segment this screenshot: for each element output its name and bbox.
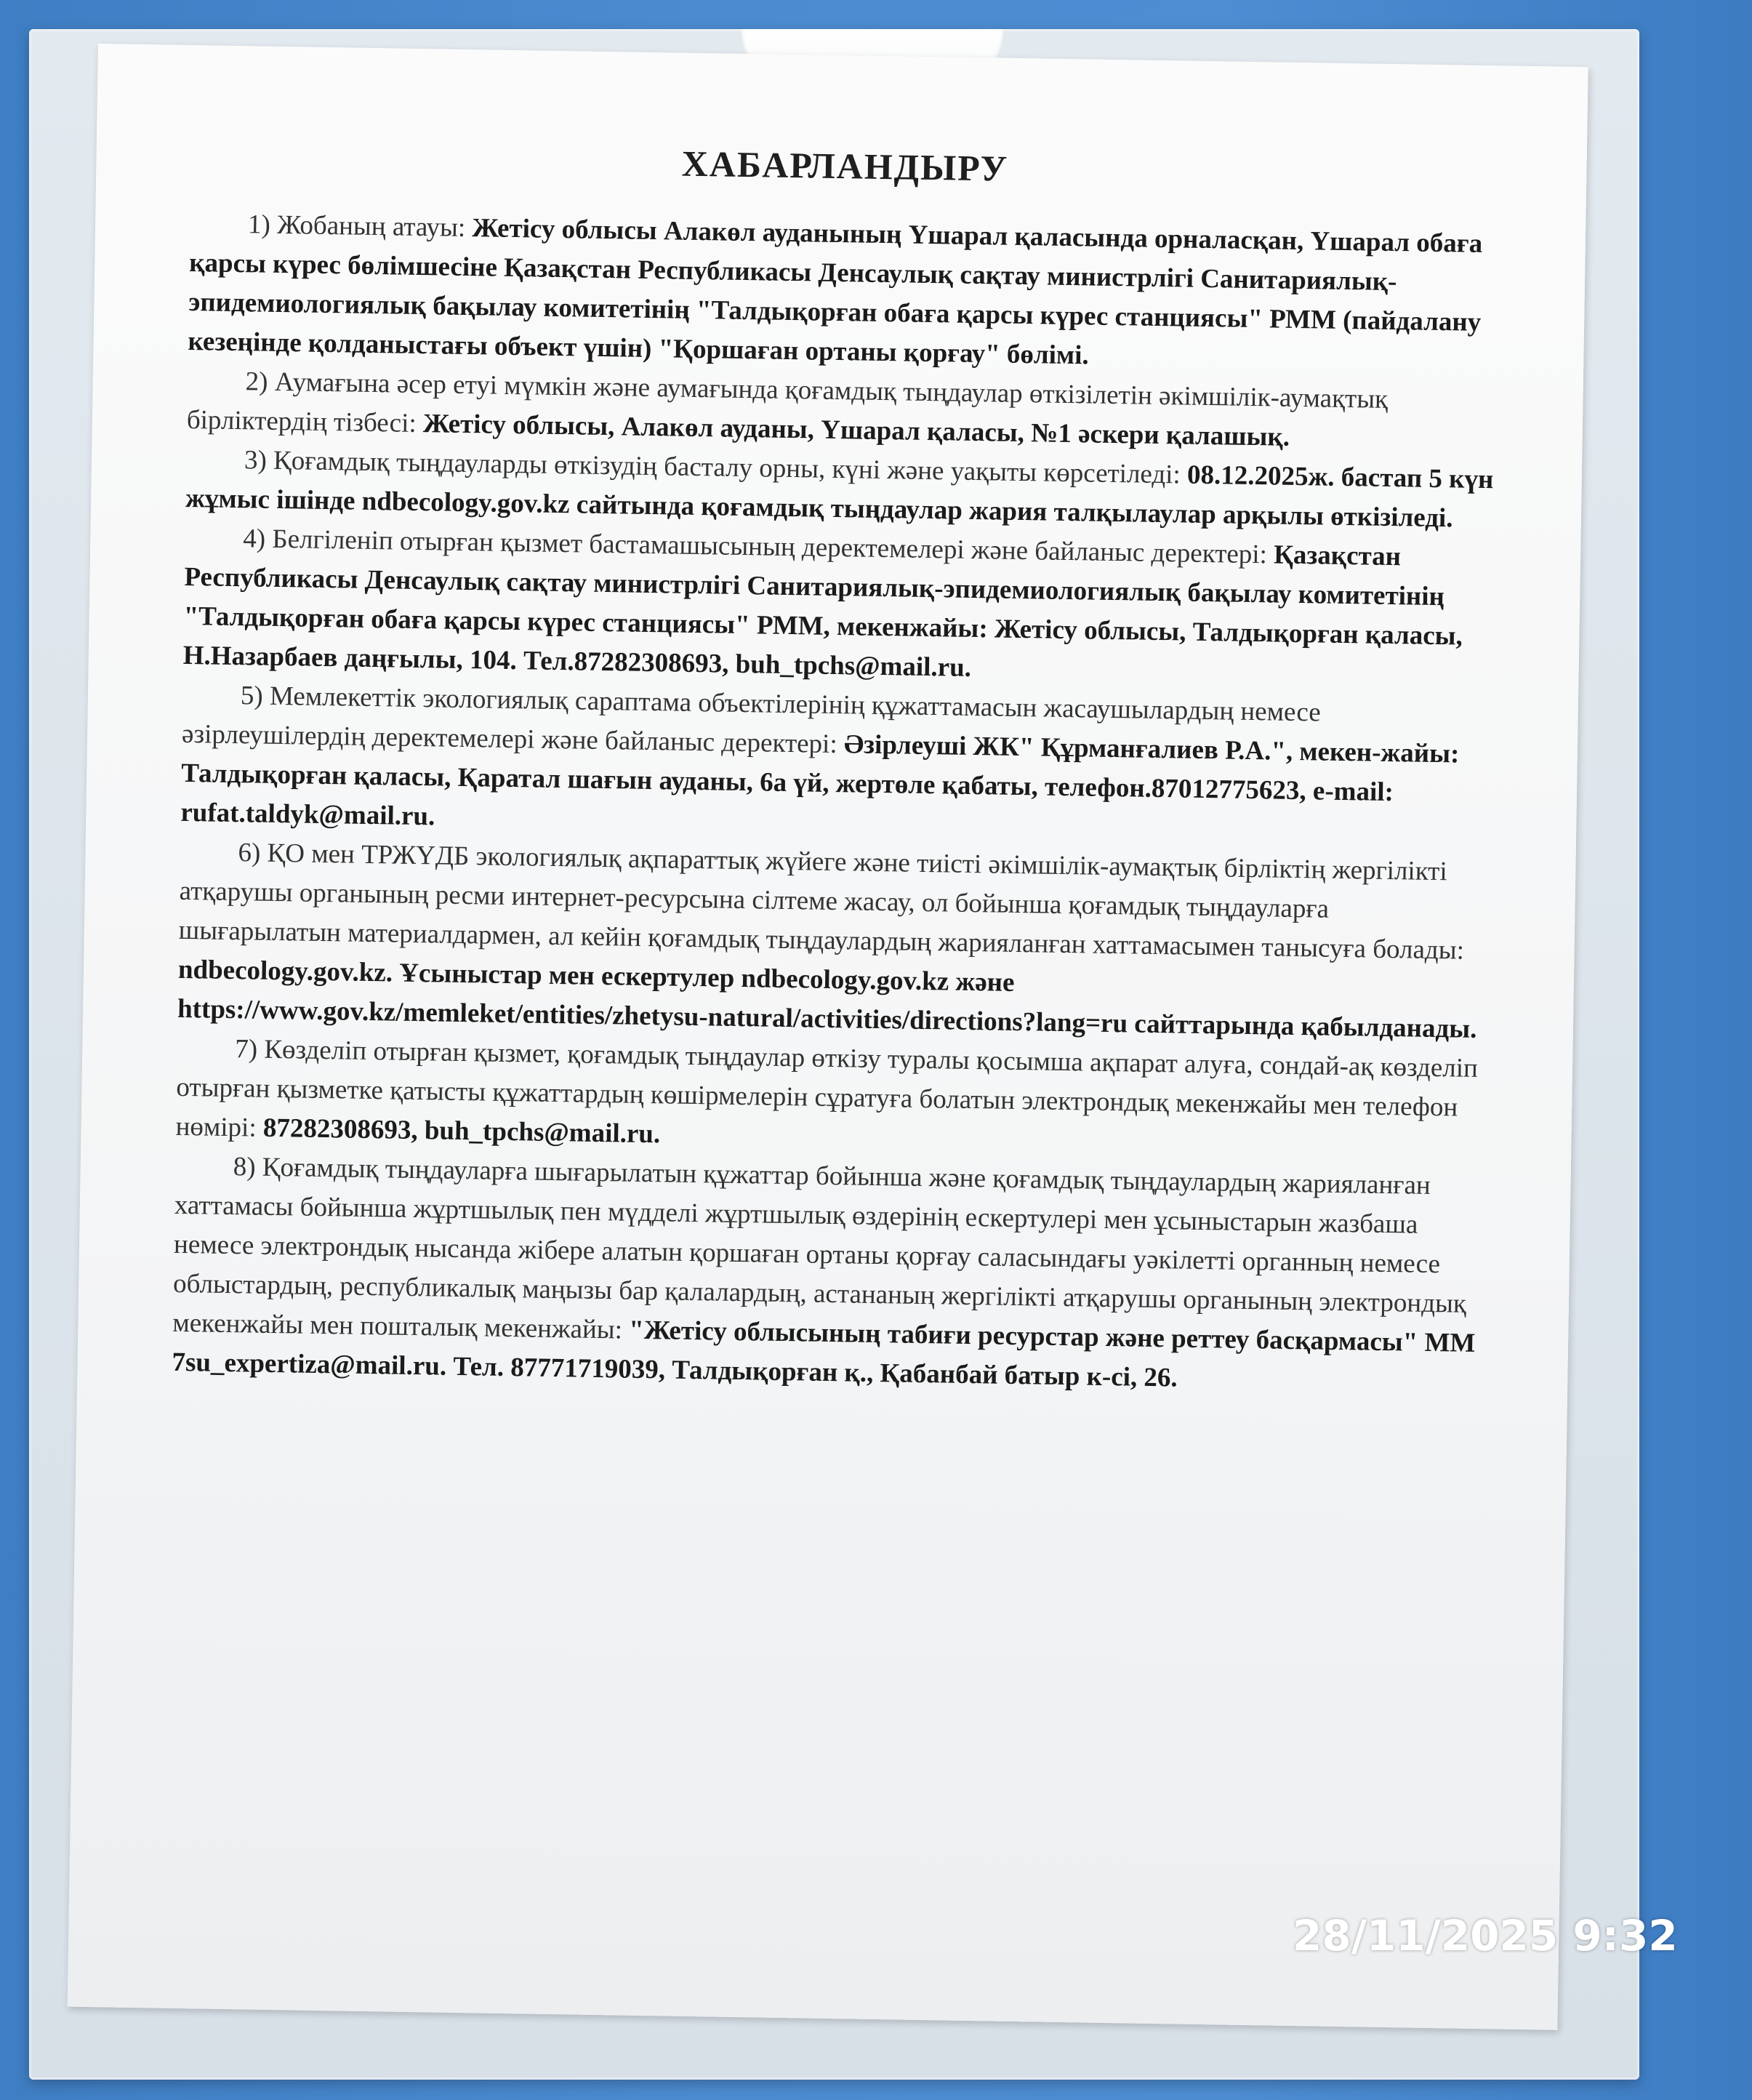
paragraph-7 (175, 1029, 1485, 1167)
paragraph-2-text: Жетісу облысы, Алакөл ауданы, Үшарал қаласы, №1 әскери қалашық. (422, 409, 1290, 452)
paragraph-7-label: 7) Көзделіп отырған қызмет, қоғамдық тыңдаулар өткізу туралы қосымша ақпарат алуға, сондай-ақ көзделіп отырған қызметке қатысты құжаттардың көшірмелерін сұратуға болатын электрондық мекенжайы мен телефон нөмірі: (175, 1034, 1479, 1143)
paragraph-6-label: 6) ҚО мен ТРЖҮДБ экологиялық ақпараттық жүйеге және тиісті әкімшілік-аумақтық бірліктің жергілікті атқарушы органының ресми интернет-ресурсына сілтеме жасау, ол бойынша қоғамдық тыңдауларға шығарылатын материалдармен, ал кейін қоғамдық тыңдаулардың жарияланған хаттамасымен танысуға болады: (178, 838, 1465, 966)
paragraph-6 (177, 833, 1489, 1049)
paragraph-1-label: 1) Жобаның атауы: (247, 209, 473, 244)
paragraph-1-text: Жетісу облысы Алакөл ауданының Үшарал қаласында орналасқан, Үшарал обаға қарсы күрес бөлімшесіне Қазақстан Республикасы Денсаулық сақтау министрлігі Санитариялық-эпидемиологиялық бақылау комитетінің "Талдықорған обаға қарсы күрес станциясы" РММ (пайдалану кезеңінде қолданыстағы объект үшін) "Қоршаған ортаны қорғау" бөлімі. (188, 213, 1483, 371)
paragraph-4-label: 4) Белгіленіп отырған қызмет бастамашысының деректемелері және байланыс деректері: (243, 524, 1274, 570)
paragraph-3-text: 08.12.2025ж. бастап 5 күн жұмыс ішінде ndbecology.gov.kz сайтында қоғамдық тыңдаулар жария талқылаулар арқылы өткізіледі. (185, 460, 1494, 534)
paragraph-2-label: 2) Аумағына әсер етуі мүмкін және аумағында қоғамдық тыңдаулар өткізілетін әкімшілік-аумақтық бірліктердің тізбесі: (186, 366, 1389, 439)
paragraph-8-text: "Жетісу облысының табиғи ресурстар және реттеу басқармасы" ММ 7su_expertiza@mail.ru. Тел. 87771719039, Талдықорған қ., Қабанбай батыр к-сі, 26. (172, 1315, 1476, 1393)
paragraph-1 (188, 204, 1498, 382)
paragraph-5-text: Әзірлеуші ЖК" Құрманғалиев Р.А.", мекен-жайы: Талдықорған қаласы, Қаратал шағын ауданы, 6а үй, жертөле қабаты, телефон.87012775623, e-mail: rufat.taldyk@mail.ru. (180, 729, 1460, 832)
paragraph-4 (182, 518, 1493, 696)
paragraph-8-label: 8) Қоғамдық тыңдауларға шығарылатын құжаттар бойынша және қоғамдық тыңдаулардың жарияланған хаттамасы бойынша жұртшылық пен мүдделі жұртшылық өздерінің ескертулері мен ұсыныстарын жазбаша немесе электрондық нысанда жібере алатын қоршаған ортаны қорғау саласындағы уәкілетті органның немесе облыстардың, республикалық маңызы бар қалалардың, астананың жергілікті атқарушы органының электрондық мекенжайы мен пошталық мекенжайы: (172, 1152, 1467, 1345)
paragraph-8 (172, 1147, 1484, 1403)
paragraph-5-label: 5) Мемлекеттік экологиялық сараптама объектілерінің құжаттамасын жасаушылардың немесе әзірлеушілердің деректемелері және байланыс деректері: (181, 681, 1322, 760)
paragraph-4-text: Қазақстан Республикасы Денсаулық сақтау министрлігі Санитариялық-эпидемиологиялық бақылау комитетінің "Талдықорған обаға қарсы күрес станциясы" РММ, мекенжайы: Жетісу облысы, Талдықорған қаласы, Н.Назарбаев даңғылы, 104. Тел.87282308693, buh_tpchs@mail.ru. (182, 540, 1463, 683)
notice-content (172, 136, 1500, 1403)
notice-title: ХАБАРЛАНДЫРУ (681, 143, 1009, 189)
paragraph-6-text: ndbecology.gov.kz. Ұсыныстар мен ескертулер ndbecology.gov.kz және https://www.gov.kz/memleket/entities/zhetysu-natural/activities/directions?lang=ru сайттарында қабылданады. (177, 954, 1477, 1044)
notice-sheet (68, 44, 1588, 2030)
photo-timestamp: 28/11/2025 9:32 (1293, 1911, 1678, 1960)
paragraph-5 (180, 676, 1491, 853)
paragraph-3-label: 3) Қоғамдық тыңдауларды өткізудің басталу орны, күні және уақыты көрсетіледі: (244, 445, 1188, 490)
paragraph-7-text: 87282308693, buh_tpchs@mail.ru. (262, 1113, 661, 1150)
